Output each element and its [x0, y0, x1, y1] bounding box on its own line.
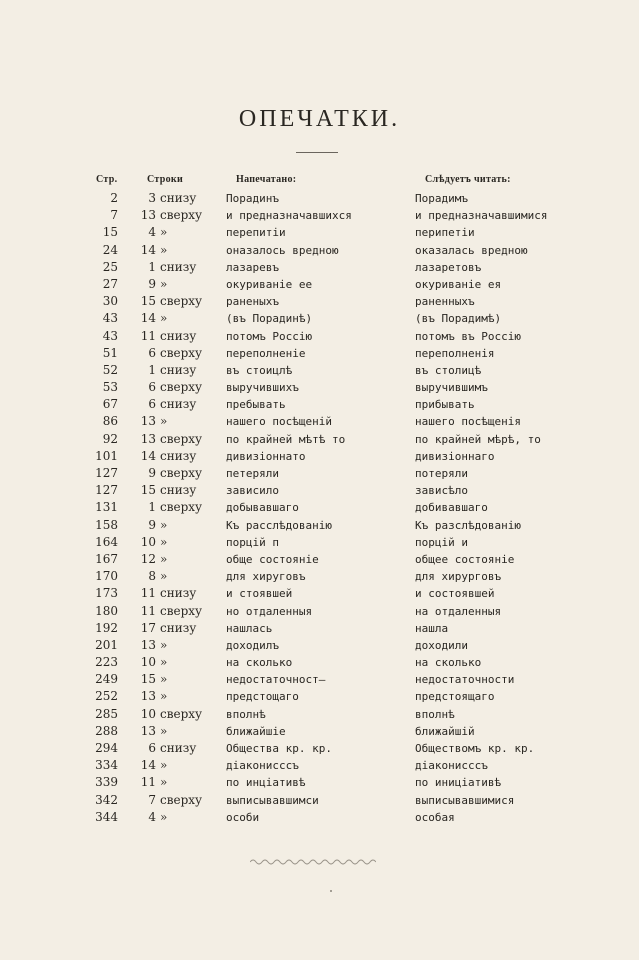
row-page-number: 288: [95, 723, 118, 738]
row-line-number: 10: [140, 655, 156, 670]
errata-row: [0, 637, 639, 654]
row-position: »: [160, 775, 168, 790]
row-line-number: 15: [140, 483, 156, 498]
row-line-number: 1: [148, 259, 156, 274]
row-correct-text: на сколько: [415, 656, 482, 670]
row-page-number: 53: [102, 380, 118, 395]
row-position: »: [160, 276, 168, 291]
row-printed-text: Порадинъ: [226, 192, 279, 205]
row-page-number: 334: [95, 758, 118, 773]
row-correct-text: для хирурговъ: [415, 570, 502, 584]
row-line-number: 11: [140, 775, 156, 790]
row-page-number: 7: [110, 208, 118, 223]
row-line-number: 10: [140, 706, 156, 721]
row-correct-text: дивизіоннаго: [415, 449, 495, 463]
row-correct-text: недостаточности: [415, 673, 515, 687]
errata-row: [0, 190, 639, 207]
row-correct-text: порцій и: [415, 535, 468, 549]
row-position: сверху: [160, 380, 203, 395]
row-page-number: 131: [95, 500, 118, 515]
row-correct-text: общее состояніе: [415, 552, 515, 566]
errata-row: [0, 620, 639, 637]
row-printed-text: раненыхъ: [226, 295, 279, 309]
row-printed-text: оназалось вредною: [226, 243, 339, 257]
errata-row: [0, 534, 639, 551]
row-printed-text: Къ расслѣдованію: [226, 518, 332, 532]
row-printed-text: переполненіе: [226, 346, 306, 360]
row-line-number: 11: [140, 586, 156, 601]
row-correct-text: Къ разслѣдованію: [415, 518, 521, 532]
errata-row: [0, 465, 639, 482]
row-page-number: 249: [95, 672, 118, 687]
row-correct-text: потомъ въ Россію: [415, 329, 521, 343]
row-line-number: 13: [140, 431, 156, 446]
row-page-number: 339: [95, 775, 118, 790]
row-page-number: 158: [95, 517, 118, 532]
row-page-number: 15: [102, 225, 118, 240]
row-page-number: 127: [95, 466, 118, 480]
errata-row: [0, 413, 639, 430]
errata-row: [0, 379, 639, 396]
row-position: сверху: [160, 603, 203, 618]
row-printed-text: петеряли: [226, 467, 279, 480]
row-line-number: 3: [148, 191, 156, 205]
row-page-number: 342: [95, 792, 118, 807]
errata-row: [0, 328, 639, 345]
row-page-number: 2: [110, 191, 118, 205]
row-line-number: 12: [140, 551, 156, 566]
row-page-number: 43: [102, 328, 118, 343]
row-page-number: 164: [95, 534, 118, 549]
ornament-squiggle: [250, 858, 376, 866]
errata-row: [0, 585, 639, 602]
row-page-number: 51: [102, 345, 118, 360]
errata-row: [0, 259, 639, 276]
title-rule: [296, 152, 338, 153]
row-page-number: 24: [102, 242, 118, 257]
row-line-number: 15: [140, 294, 156, 309]
row-line-number: 6: [148, 345, 156, 360]
row-correct-text: зависѣло: [415, 484, 468, 498]
row-printed-text: порцій п: [226, 535, 279, 549]
row-printed-text: дивизіоннато: [226, 449, 306, 463]
errata-row: [0, 740, 639, 757]
row-line-number: 13: [140, 723, 156, 738]
row-correct-text: доходили: [415, 638, 468, 652]
row-line-number: 7: [148, 792, 156, 807]
page-dot: [330, 890, 332, 892]
row-position: сверху: [160, 345, 203, 360]
row-printed-text: добывавшаго: [226, 501, 299, 515]
row-printed-text: лазаревъ: [226, 260, 279, 274]
row-line-number: 14: [140, 311, 156, 326]
row-position: »: [160, 637, 168, 652]
row-line-number: 9: [148, 466, 156, 480]
row-printed-text: для хируговъ: [226, 570, 306, 584]
errata-table: [0, 190, 639, 826]
row-printed-text: недостаточност—: [226, 673, 326, 687]
row-position: сверху: [160, 500, 203, 515]
row-correct-text: вполнѣ: [415, 707, 455, 721]
row-printed-text: предстощаго: [226, 690, 299, 704]
row-correct-text: (въ Порадимѣ): [415, 312, 502, 326]
row-page-number: 167: [95, 551, 118, 566]
header-line: Строки: [147, 174, 184, 185]
row-line-number: 4: [148, 809, 156, 824]
row-line-number: 11: [140, 328, 156, 343]
row-correct-text: нашла: [415, 621, 449, 635]
row-correct-text: діаконисссъ: [415, 759, 488, 773]
row-printed-text: но отдаленныя: [226, 604, 313, 618]
row-correct-text: Обществомъ кр. кр.: [415, 742, 535, 755]
row-page-number: 67: [102, 397, 118, 412]
row-line-number: 4: [148, 225, 156, 240]
row-position: »: [160, 672, 168, 687]
row-line-number: 14: [140, 758, 156, 773]
row-line-number: 13: [140, 208, 156, 223]
row-correct-text: ближайшій: [415, 724, 475, 738]
row-correct-text: по крайней мѣрѣ, то: [415, 432, 541, 446]
row-position: снизу: [160, 483, 197, 498]
errata-row: [0, 568, 639, 585]
row-correct-text: раненныхъ: [415, 295, 475, 309]
row-printed-text: потомъ Россію: [226, 329, 313, 343]
row-position: сверху: [160, 431, 203, 446]
row-position: сверху: [160, 792, 203, 807]
row-printed-text: обще состояніе: [226, 552, 319, 566]
row-page-number: 180: [95, 603, 118, 618]
errata-row: [0, 774, 639, 791]
row-page-number: 173: [95, 586, 118, 601]
row-page-number: 92: [102, 431, 118, 446]
row-correct-text: перипетіи: [415, 226, 475, 240]
row-position: »: [160, 414, 168, 429]
row-line-number: 1: [148, 362, 156, 377]
row-page-number: 25: [102, 259, 118, 274]
row-line-number: 9: [148, 517, 156, 532]
row-printed-text: по инціативѣ: [226, 776, 306, 790]
row-correct-text: по иниціативѣ: [415, 776, 502, 790]
row-page-number: 43: [102, 311, 118, 326]
errata-row: [0, 345, 639, 362]
page-title: ОПЕЧАТКИ.: [238, 106, 401, 132]
row-correct-text: и состоявшей: [415, 587, 495, 601]
row-position: снизу: [160, 191, 197, 205]
errata-row: [0, 396, 639, 413]
errata-row: [0, 603, 639, 620]
row-correct-text: на отдаленныя: [415, 604, 502, 618]
row-page-number: 252: [95, 689, 118, 704]
row-line-number: 10: [140, 534, 156, 549]
row-line-number: 6: [148, 397, 156, 412]
row-position: »: [160, 655, 168, 670]
row-printed-text: Общества кр. кр.: [226, 742, 332, 755]
row-line-number: 8: [148, 569, 156, 584]
row-page-number: 223: [95, 655, 118, 670]
row-page-number: 285: [95, 706, 118, 721]
row-correct-text: выручившимъ: [415, 381, 488, 395]
row-correct-text: окуриваніе ея: [415, 277, 502, 291]
errata-row: [0, 723, 639, 740]
row-line-number: 13: [140, 414, 156, 429]
row-line-number: 6: [148, 380, 156, 395]
row-position: »: [160, 689, 168, 704]
row-correct-text: потеряли: [415, 467, 468, 480]
errata-row: [0, 242, 639, 259]
errata-row: [0, 276, 639, 293]
row-page-number: 101: [95, 448, 118, 463]
row-printed-text: по крайней мѣтѣ то: [226, 432, 346, 446]
errata-row: [0, 448, 639, 465]
row-printed-text: нашлась: [226, 621, 273, 635]
row-line-number: 15: [140, 672, 156, 687]
errata-row: [0, 654, 639, 671]
row-line-number: 17: [140, 620, 156, 635]
row-position: снизу: [160, 741, 197, 755]
row-position: »: [160, 551, 168, 566]
row-page-number: 294: [95, 741, 118, 755]
row-printed-text: и предназначавшихся: [226, 209, 352, 223]
row-printed-text: зависило: [226, 484, 279, 498]
row-printed-text: въ стоицлѣ: [226, 363, 293, 377]
row-page-number: 52: [102, 362, 118, 377]
header-should-read: Слѣдуетъ читать:: [425, 174, 511, 185]
row-line-number: 13: [140, 689, 156, 704]
row-position: »: [160, 242, 168, 257]
row-printed-text: и стоявшей: [226, 587, 293, 601]
row-position: сверху: [160, 466, 203, 480]
row-printed-text: доходилъ: [226, 638, 279, 652]
row-position: »: [160, 517, 168, 532]
row-line-number: 14: [140, 242, 156, 257]
row-position: »: [160, 758, 168, 773]
row-page-number: 344: [95, 809, 118, 824]
row-printed-text: діаконисссъ: [226, 759, 299, 773]
row-printed-text: вполнѣ: [226, 707, 266, 721]
errata-row: [0, 688, 639, 705]
errata-row: [0, 792, 639, 809]
errata-row: [0, 310, 639, 327]
row-position: »: [160, 311, 168, 326]
row-printed-text: ближайшіе: [226, 724, 286, 738]
row-position: сверху: [160, 208, 203, 223]
row-position: сверху: [160, 706, 203, 721]
row-correct-text: Порадимъ: [415, 192, 468, 205]
header-page: Стр.: [96, 174, 118, 185]
row-correct-text: предстоящаго: [415, 690, 495, 704]
row-page-number: 192: [95, 620, 118, 635]
row-printed-text: окуриваніе ее: [226, 277, 313, 291]
errata-row: [0, 482, 639, 499]
row-position: »: [160, 723, 168, 738]
row-position: снизу: [160, 362, 197, 377]
row-correct-text: прибывать: [415, 398, 475, 412]
row-line-number: 11: [140, 603, 156, 618]
row-position: снизу: [160, 259, 197, 274]
errata-row: [0, 551, 639, 568]
row-position: »: [160, 225, 168, 240]
row-line-number: 14: [140, 448, 156, 463]
errata-row: [0, 207, 639, 224]
row-position: »: [160, 534, 168, 549]
errata-row: [0, 362, 639, 379]
errata-row: [0, 431, 639, 448]
errata-row: [0, 706, 639, 723]
row-page-number: 170: [95, 569, 118, 584]
row-line-number: 13: [140, 637, 156, 652]
row-line-number: 1: [148, 500, 156, 515]
row-printed-text: (въ Порадинѣ): [226, 312, 313, 326]
row-correct-text: добивавшаго: [415, 501, 488, 515]
row-printed-text: выписывавшимси: [226, 793, 319, 807]
errata-row: [0, 671, 639, 688]
row-correct-text: нашего посѣщенія: [415, 415, 521, 429]
row-printed-text: нашего посѣщеній: [226, 415, 332, 429]
errata-row: [0, 809, 639, 826]
errata-row: [0, 499, 639, 516]
row-position: снизу: [160, 328, 197, 343]
row-printed-text: выручившихъ: [226, 381, 299, 395]
row-correct-text: въ столицѣ: [415, 363, 482, 377]
row-correct-text: переполненія: [415, 346, 495, 360]
row-correct-text: особая: [415, 810, 455, 824]
row-printed-text: пребывать: [226, 398, 286, 412]
errata-row: [0, 517, 639, 534]
row-position: снизу: [160, 620, 197, 635]
row-position: снизу: [160, 586, 197, 601]
row-correct-text: оказалась вредною: [415, 243, 528, 257]
row-position: »: [160, 569, 168, 584]
errata-row: [0, 224, 639, 241]
row-page-number: 27: [102, 276, 118, 291]
errata-row: [0, 757, 639, 774]
row-correct-text: и предназначавшимися: [415, 209, 548, 223]
row-page-number: 127: [95, 483, 118, 498]
errata-row: [0, 293, 639, 310]
row-line-number: 9: [148, 276, 156, 291]
header-printed: Напечатано:: [236, 174, 297, 185]
row-printed-text: перепитіи: [226, 226, 286, 240]
row-position: сверху: [160, 294, 203, 309]
row-printed-text: особи: [226, 810, 260, 824]
row-printed-text: на сколько: [226, 656, 293, 670]
row-position: снизу: [160, 397, 197, 412]
row-line-number: 6: [148, 741, 156, 755]
row-correct-text: лазаретовъ: [415, 260, 482, 274]
row-page-number: 201: [95, 637, 118, 652]
row-page-number: 30: [102, 294, 118, 309]
row-correct-text: выписывавшимися: [415, 793, 515, 807]
row-page-number: 86: [102, 414, 118, 429]
row-position: снизу: [160, 448, 197, 463]
row-position: »: [160, 809, 168, 824]
